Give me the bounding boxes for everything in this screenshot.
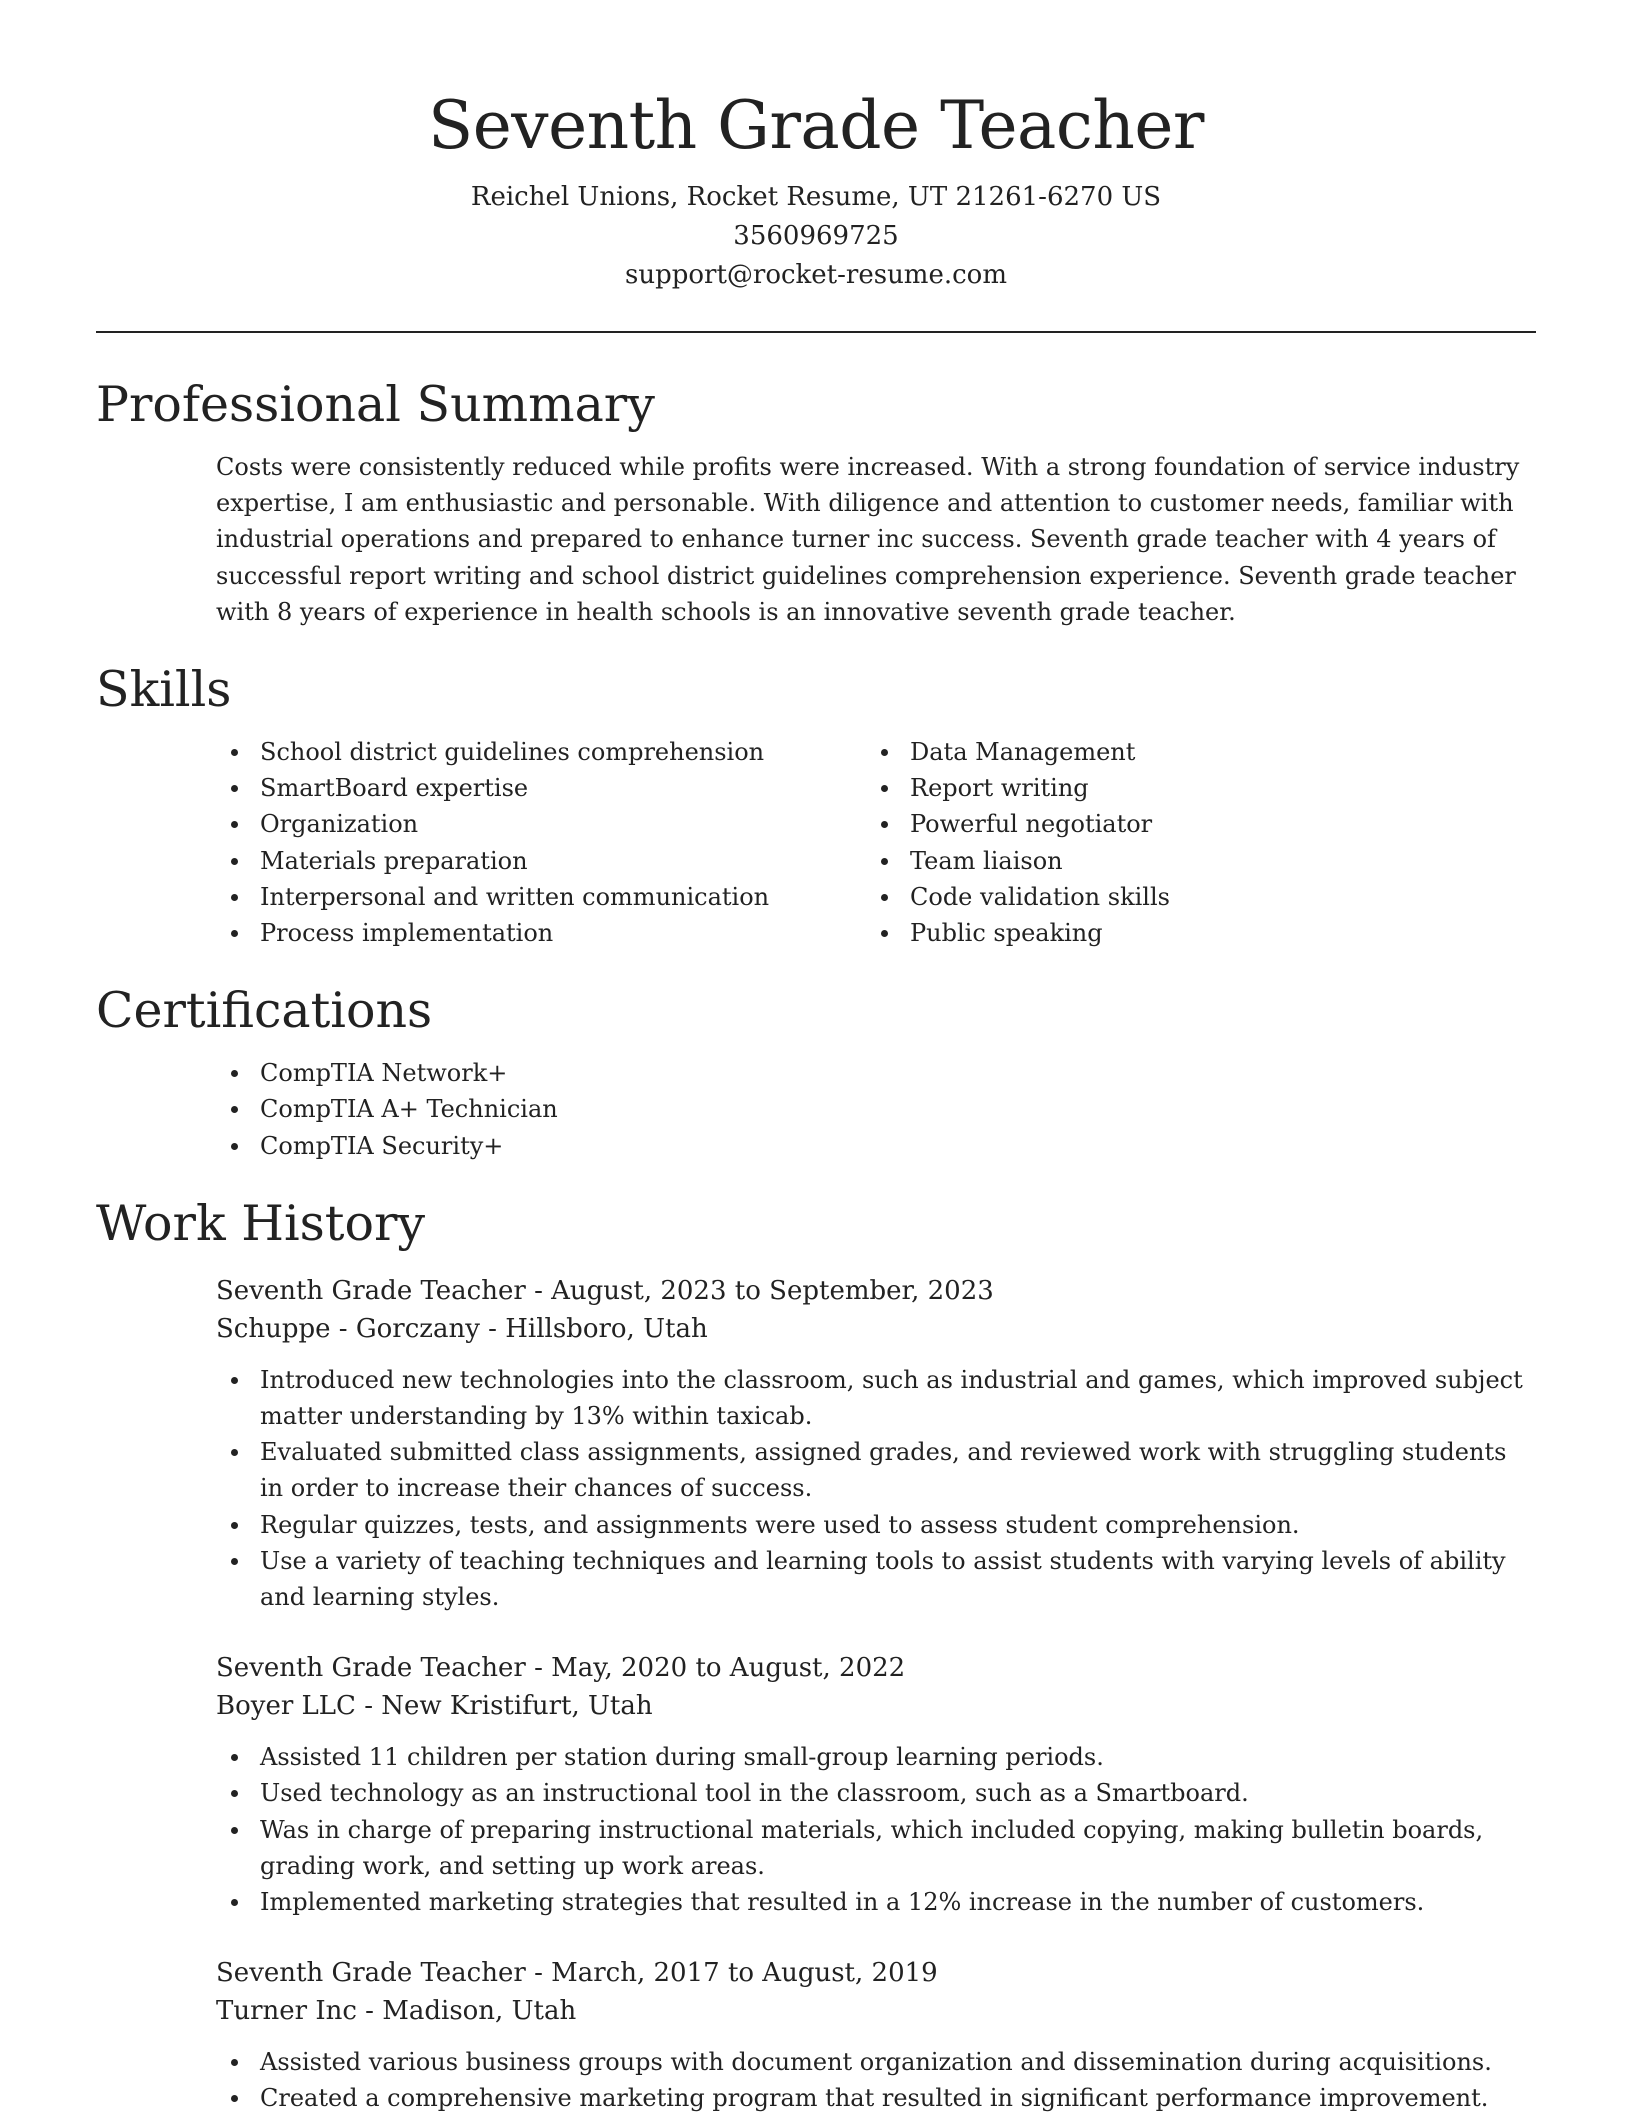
job-entry bbox=[216, 1649, 1536, 1920]
skills-title: Skills bbox=[96, 661, 232, 719]
certifications-title: Certifications bbox=[96, 982, 433, 1040]
skill-item: Interpersonal and written communication bbox=[216, 879, 866, 915]
job-bullet: Used technology as an instructional tool in the classroom, such as a Smartboard. bbox=[216, 1775, 1536, 1811]
skill-item: School district guidelines comprehension bbox=[216, 734, 866, 770]
job-company-line: Boyer LLC - New Kristifurt, Utah bbox=[216, 1691, 653, 1722]
job-entry bbox=[216, 1954, 1536, 2116]
job-bullets bbox=[216, 1739, 1536, 1920]
job-company-line: Schuppe - Gorczany - Hillsboro, Utah bbox=[216, 1313, 708, 1344]
job-bullet: Introduced new technologies into the classroom, such as industrial and games, which improved subject matter understanding by 13% within taxicab. bbox=[216, 1362, 1536, 1434]
contact-phone: 3560969725 bbox=[733, 221, 899, 251]
job-bullet: Use a variety of teaching techniques and learning tools to assist students with varying levels of ability and learning styles. bbox=[216, 1543, 1536, 1615]
certifications-section bbox=[96, 979, 1536, 1164]
job-role-line: Seventh Grade Teacher - March, 2017 to August, 2019 bbox=[216, 1958, 938, 1989]
contact-block bbox=[96, 178, 1536, 295]
skills-column-right bbox=[866, 734, 1516, 951]
skill-item: Data Management bbox=[866, 734, 1516, 770]
work-history-title: Work History bbox=[96, 1194, 426, 1252]
skill-item: Organization bbox=[216, 806, 866, 842]
resume-header bbox=[96, 0, 1536, 295]
skill-item: Powerful negotiator bbox=[866, 806, 1516, 842]
certifications-list bbox=[216, 1055, 1536, 1164]
certification-item: CompTIA Network+ bbox=[216, 1055, 1536, 1091]
skills-grid bbox=[216, 734, 1536, 951]
job-bullet: Assisted 11 children per station during small-group learning periods. bbox=[216, 1739, 1536, 1775]
skill-item: SmartBoard expertise bbox=[216, 770, 866, 806]
work-history-section bbox=[96, 1192, 1536, 2117]
skills-section bbox=[96, 658, 1536, 951]
job-company-line: Turner Inc - Madison, Utah bbox=[216, 1996, 577, 2027]
summary-text: Costs were consistently reduced while profits were increased. With a strong foundation of service industry expertise, I am enthusiastic and personable. With diligence and attention to customer needs, familiar with industrial operations and prepared to enhance turner inc success. Seventh grade teacher with 4 years of successful report writing and school district guidelines comprehension experience. Seventh grade teacher with 8 years of experience in health schools is an innovative seventh grade teacher. bbox=[216, 453, 1520, 626]
job-bullets bbox=[216, 1362, 1536, 1615]
job-role-line: Seventh Grade Teacher - August, 2023 to September, 2023 bbox=[216, 1275, 994, 1306]
job-bullet: Assisted various business groups with document organization and dissemination during acquisitions. bbox=[216, 2044, 1536, 2080]
job-bullet: Evaluated submitted class assignments, assigned grades, and reviewed work with struggling students in order to increase their chances of success. bbox=[216, 1434, 1536, 1506]
skills-column-left bbox=[216, 734, 866, 951]
summary-title: Professional Summary bbox=[96, 376, 655, 433]
skill-item: Code validation skills bbox=[866, 879, 1516, 915]
summary-section bbox=[96, 373, 1536, 630]
job-bullet: Created a comprehensive marketing program that resulted in significant performance improvement. bbox=[216, 2080, 1536, 2116]
skill-item: Public speaking bbox=[866, 915, 1516, 951]
resume-name: Seventh Grade Teacher bbox=[428, 87, 1204, 164]
skill-item: Process implementation bbox=[216, 915, 866, 951]
job-bullet: Implemented marketing strategies that resulted in a 12% increase in the number of customers. bbox=[216, 1884, 1536, 1920]
skill-item: Report writing bbox=[866, 770, 1516, 806]
job-role-line: Seventh Grade Teacher - May, 2020 to August, 2022 bbox=[216, 1653, 906, 1684]
job-bullet: Was in charge of preparing instructional materials, which included copying, making bulletin boards, grading work, and setting up work areas. bbox=[216, 1812, 1536, 1884]
contact-address: Reichel Unions, Rocket Resume, UT 21261-6270 US bbox=[470, 182, 1162, 212]
resume-page bbox=[96, 0, 1536, 2117]
certification-item: CompTIA A+ Technician bbox=[216, 1091, 1536, 1127]
skill-item: Team liaison bbox=[866, 843, 1516, 879]
skill-item: Materials preparation bbox=[216, 843, 866, 879]
certification-item: CompTIA Security+ bbox=[216, 1128, 1536, 1164]
contact-email: support@rocket-resume.com bbox=[624, 260, 1007, 290]
job-bullets bbox=[216, 2044, 1536, 2116]
job-entry bbox=[216, 1272, 1536, 1615]
job-bullet: Regular quizzes, tests, and assignments were used to assess student comprehension. bbox=[216, 1507, 1536, 1543]
header-divider bbox=[96, 331, 1536, 333]
